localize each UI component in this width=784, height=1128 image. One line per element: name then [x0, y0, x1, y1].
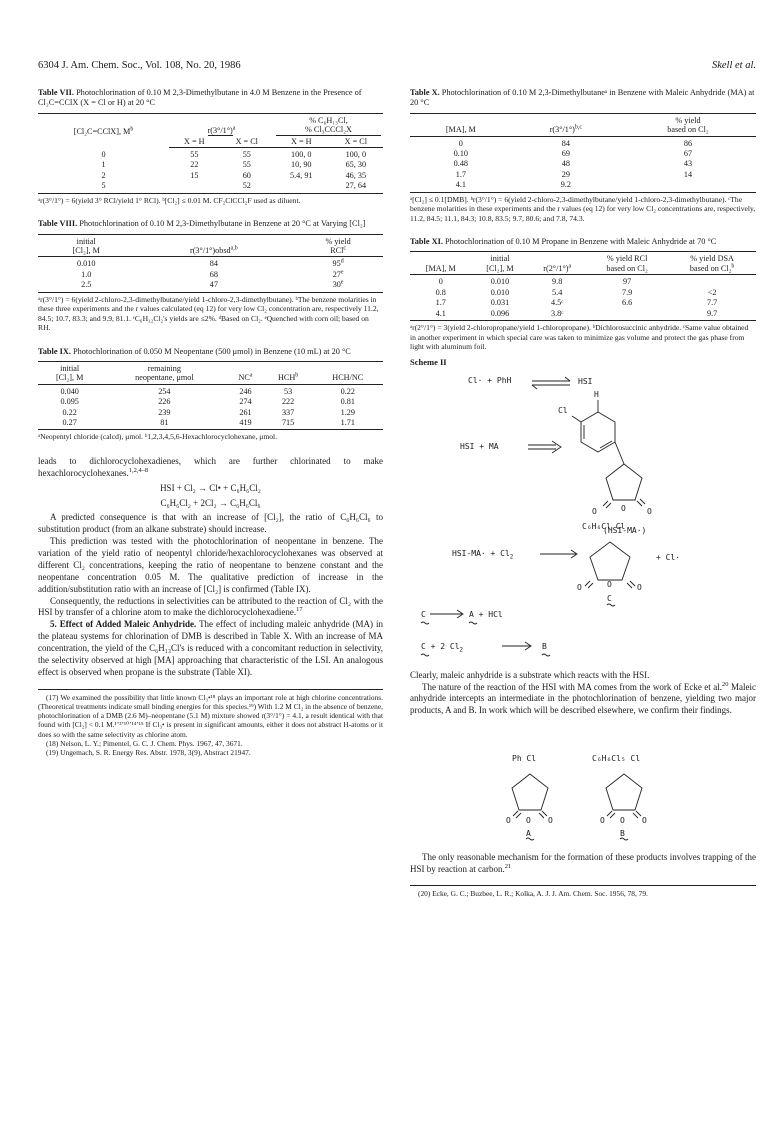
o-atom: O: [621, 503, 626, 513]
paragraph: A predicted consequence is that with an increase of [Cl₂], the ratio of C₆H₆Cl₆ to substitution product (from an alkane substrate) should increase.: [38, 512, 383, 535]
t7-subhead: X = H: [169, 136, 220, 147]
paragraph: This prediction was tested with the photochlorination of neopentane in benzene. The variation of the yield ratio of neopentyl chloride/hexachlorocyclohexanes was observed at different Cl₂ concentrations, keeping the ratio of neopentane to benzene constant and the neopentane concentration 0.05 M. The qualitative prediction of increase in the addition/substitution ratio with an increase of [Cl₂] is confirmed (Table IX).: [38, 536, 383, 594]
scheme-title: Scheme II: [410, 357, 447, 368]
scheme-eq1-left: Cl· + PhH: [468, 375, 512, 385]
table-ix-caption: Table IX. Photochlorination of 0.050 M Neopentane (500 μmol) in Benzene (10 mL) at 20 °C: [38, 346, 351, 356]
t7-head-yield-1: % C₆H₁₃Cl,: [309, 115, 348, 125]
products-drawing: [410, 752, 756, 844]
left-footnotes: [38, 693, 383, 758]
t7-subhead: X = Cl: [329, 136, 383, 147]
o-atom: O: [526, 815, 531, 825]
table-row: 2.5 47 30e: [38, 280, 383, 292]
right-body-text-end: [410, 852, 756, 876]
table-viii: [38, 219, 383, 332]
struct-a-substituents: Ph Cl: [512, 753, 537, 763]
right-footnotes: [410, 889, 756, 898]
table-row: 0 84 86: [458, 138, 693, 148]
t8-head-c1: initial: [76, 236, 96, 246]
footnote: (19) Ungemach, S. R. Energy Res. Abstr. 1978, 3(9), Abstract 21947.: [46, 748, 251, 758]
equation: HSI + Cl₂ → Cl• + C₆H₆Cl₂: [160, 482, 261, 493]
table-x-caption: Table X. Photochlorination of 0.10 M 2,3-Dimethylbutaneᵃ in Benzene with Maleic Anhydride (MA) at 20 °C: [410, 88, 755, 108]
o-atom: O: [506, 815, 511, 825]
o-atom: O: [620, 815, 625, 825]
scheme-eq5-left: C + 2 $Cl_2$: [421, 641, 463, 654]
struct-b-substituents: C₆H₆Cl₅ Cl: [592, 753, 641, 763]
scheme-eq4-left: C: [421, 609, 426, 619]
table-row: 1.0 68 27e: [81, 269, 344, 279]
section-heading: 5. Effect of Added Maleic Anhydride.: [50, 619, 197, 630]
left-body-text: [38, 456, 383, 679]
left-column: [38, 88, 383, 757]
author-header: Skell et al.: [711, 60, 756, 71]
table-x: [410, 88, 756, 223]
table-vii-caption: Table VII. Photochlorination of 0.10 M 2,3-Dimethylbutane in 4.0 M Benzene in the Presence of Cl₂C=CClX (X = Cl or H) at 20 °C: [38, 88, 362, 108]
table-x-grid: [MA], M $r(3^\circ/1^\circ)^{b,c}$ % yield based on Cl₂ 0 84 86 0.10 69 67 0.48 48 43 1.7 29 14 4.1 9.2: [410, 113, 756, 193]
scheme-eq1-right: HSI: [578, 376, 593, 386]
table-ix-grid: initial [Cl₂], M remaining neopentane, μmol $NC^a$ HCH$^b$ HCH/NC 0.040 254 246 53 0.22 0.095 226 274 222 0.81 0.22 239 261 337 1.29 0.27 81 419 715 1.71: [38, 361, 383, 431]
t7-subhead: X = Cl: [220, 136, 274, 147]
t7-head-ratio: r(3°/1°): [207, 126, 233, 136]
table-vii-grid: [Cl₂C=CClX], $M^b$ $r(3^\circ/1^\circ)^a$ % C₆H₁₃Cl, % Cl₃CCCl₂X X = H X = Cl X = H X = Cl 0 55 55 100, 0 100, 0 1 22 55 10, 90 65, 30 2 15 60 5.4, 91 46, 35 5 52 27, 64: [38, 113, 383, 194]
table-row: 0 0.010 9.8 97: [438, 277, 632, 287]
scheme-eq3-top: C₆H₆Cl Cl: [582, 521, 626, 531]
table-xi-note: ᵃr(2°/1°) = 3(yield 2-chloropropane/yield 1-chloropropane). ᵇDichlorosuccinic anhydride. ᶜSame value obtained in another experiment in which special care was taken to minimize gas volume and protect the gas phase from light with aluminum foil.: [410, 323, 749, 351]
paragraph: The nature of the reaction of the HSI with MA comes from the work of Ecke et al.$^{20}$ Maleic anhydride intercepts an intermediate in the photochlorination of benzene, yielding two major products, A and B. In work which will be described elsewhere, we confirm their findings.: [410, 680, 756, 716]
table-row: 0.010 84 95$^d$: [77, 258, 344, 269]
table-ix: [38, 347, 383, 442]
o-atom: O: [607, 579, 612, 589]
scheme-eq3-right: + Cl·: [656, 552, 681, 562]
table-ix-note: ᵃNeopentyl chloride (calcd), μmol. ᵇ1,2,3,4,5,6-Hexachlorocyclohexane, μmol.: [38, 432, 278, 442]
o-atom: O: [642, 815, 647, 825]
scheme-eq2-left: HSI + MA: [460, 441, 499, 451]
table-row: 1 22 55 10, 90 65, 30: [101, 160, 367, 170]
footnote: (17) We examined the possibility that little known Cl₃•¹⁸ plays an important role at high chlorine concentrations. (Theoretical treatments indicate small binding energies for this species.¹⁹) With 1.2 M Cl₂ in the absence of benzene, photochlorination of a DMB (2.6 M)–neopentane (5.1 M) mixture showed r(3°/1°) = 4.1, a result identical with that found with [Cl₂] < 0.1 M.¹ʼ³ʼ¹⁰ʼ¹⁴ʼ¹⁵ If Cl₃• is present in significant amounts, either it does not abstract H-atoms or it does so with the same selectivity as chlorine atom.: [38, 692, 383, 739]
right-body-text: [410, 670, 756, 718]
table-row: 0.8 0.010 5.4 7.9 <2: [435, 287, 717, 297]
o-atom: O: [592, 506, 597, 516]
o-atom: O: [548, 815, 553, 825]
table-row: 2 15 60 5.4, 91 46, 35: [101, 170, 367, 180]
struct-b-label: B: [620, 828, 625, 838]
o-atom: O: [577, 582, 582, 592]
table-vii: [38, 88, 383, 205]
paragraph: Consequently, the reductions in selectivities can be attributed to the reaction of Cl₂ with the HSI by transfer of a chlorine atom to make the dichlorocyclohexadiene.$^{17}$: [38, 595, 383, 618]
equation: C₆H₆Cl₂ + 2Cl₂ → C₆H₆Cl₆: [160, 497, 261, 508]
table-viii-caption: Table VIII. Photochlorination of 0.10 M 2,3-Dimethylbutane in Benzene at 20 °C at Varying [Cl₂]: [38, 219, 366, 229]
scheme-eq5-right: B: [542, 641, 547, 651]
table-xi-grid: [MA], M initial [Cl₂], M $r(2^\circ/1^\circ)^a$ % yield RCl based on Cl₂ % yield DSA based on Cl₂$^b$ 0 0.010 9.8 97 0.8 0.010 5.4 7.9 <2 1.7 0.031 4.5ᶜ 6.6 7.7 4.1 0.096 3.8ᶜ 9.7: [410, 251, 756, 321]
cl-atom: Cl: [558, 405, 568, 415]
footnote: (20) Ecke, G. C.; Buzbee, L. R.; Kolka, A. J. J. Am. Chem. Soc. 1956, 78, 79.: [418, 889, 648, 899]
table-viii-grid: initial [Cl₂], M r(3°/1°)obsd$^{a,b}$ % yield RCl$^c$ 0.010 84 95$^d$ 1.0 68 27e 2.5 47 30e: [38, 234, 383, 293]
table-viii-note: ᵃr(3°/1°) = 6(yield 2-chloro-2,3-dimethylbutane/yield 1-chloro-2,3-dimethylbutane). ᵇThe benzene molarities in these three experiments and the r values calculated (eq 12) for very low Cl₂ concentration are, respectively 11.2, 84.5; 10.7, 83.3; and 9.9, 81.1. ᶜC₆H₁₂Cl₂'s yields are ≤2%. ᵈBased on Cl₂. ᵉQuenched with corn oil; based on RH.: [38, 294, 379, 333]
t8-head-c3: % yield: [325, 236, 351, 246]
scheme-ii: [410, 372, 756, 744]
struct-a-label: A: [526, 828, 531, 838]
t8-head-c2: r(3°/1°)obsd: [189, 245, 231, 255]
footnote: (18) Nelson, L. Y.; Pimentel, G. C. J. Chem. Phys. 1967, 47, 3671.: [46, 738, 243, 748]
t7-head-yield-2: % Cl₃CCCl₂X: [276, 125, 381, 135]
footnote-rule: [410, 885, 756, 886]
o-atom: O: [600, 815, 605, 825]
paragraph: 5. Effect of Added Maleic Anhydride. The effect of including maleic anhydride (MA) in the plateau systems for chlorination of DMB is described in Table X. With an increase of MA concentration, the yield of the C₆H₁₃Cl's is reduced with a concomitant reduction in selectivity, the selectivity observed at high [MA] approaching that characteristic of the LSI. An analogous effect is observed when propane is the substrate (Table XI).: [38, 619, 383, 677]
table-vii-note: ᵃr(3°/1°) = 6(yield 3° RCl/yield 1° RCl). ᵇ[Cl₂] ≤ 0.01 M. CF₂ClCCl₂F used as diluent.: [38, 195, 301, 205]
o-atom: O: [637, 582, 642, 592]
footnote-rule: [38, 689, 383, 690]
table-row: 1.7 29 14: [455, 169, 693, 179]
journal-citation: 6304 J. Am. Chem. Soc., Vol. 108, No. 20, 1986: [38, 60, 241, 71]
t7-subhead: X = H: [274, 136, 329, 147]
paragraph: leads to dichlorocyclohexadienes, which are further chlorinated to make hexachlorocyclohexanes.$^{1,2,4-8}$: [38, 455, 383, 478]
paragraph: Clearly, maleic anhydride is a substrate which reacts with the HSI.: [410, 669, 650, 680]
table-row: 0.095 226 274 222 0.81: [60, 397, 355, 407]
table-row: 4.1 0.096 3.8ᶜ 9.7: [410, 308, 756, 320]
h-atom: H: [594, 389, 599, 399]
table-row: 1.7 0.031 4.5ᶜ 6.6 7.7: [435, 298, 718, 308]
table-row: 5 52 27, 64: [38, 181, 383, 193]
table-row: 0 55 55 100, 0 100, 0: [101, 149, 367, 159]
c-label: C: [607, 593, 612, 603]
t8-head-c1b: [Cl₂], M: [72, 245, 100, 255]
table-row: 0.040 254 246 53 0.22: [60, 386, 355, 396]
right-column: [410, 88, 756, 899]
products-figure: [410, 752, 756, 844]
table-row: 0.22 239 261 337 1.29: [62, 407, 355, 417]
table-xi-caption: Table XI. Photochlorination of 0.10 M Propane in Benzene with Maleic Anhydride at 70 °C: [410, 237, 717, 247]
table-row: 4.1 9.2: [410, 180, 756, 192]
paragraph: The only reasonable mechanism for the formation of these products involves trapping of the HSI by reaction at carbon.$^{21}$: [410, 851, 756, 874]
t7-head-conc: [Cl₂C=CClX], M: [73, 126, 131, 136]
scheme-eq3-left: $HSI-MA\cdot + Cl_2$: [452, 548, 514, 561]
adduct-label: (HSI-MA·): [603, 525, 647, 535]
o-atom: O: [647, 506, 652, 516]
table-x-note: ᵃ[Cl₂] ≤ 0.1[DMB]. ᵇr(3°/1°) = 6(yield 2-chloro-2,3-dimethylbutane/yield 1-chloro-2,3-dimethylbutane). ᶜThe benzene molarities in these experiments and the r values (eq 12) for very low Cl₂ concentrations are, respectively, 11.2, 84.5; 11.1, 84.3; 10.8, 83.5; 9.7, 80.6; and 7.8, 74.3.: [410, 194, 756, 223]
table-xi: [410, 237, 756, 351]
table-row: 0.10 69 67: [453, 148, 693, 158]
scheme-eq4-right: A + HCl: [469, 609, 503, 619]
table-row: 0.27 81 419 715 1.71: [38, 418, 383, 430]
table-row: 0.48 48 43: [453, 159, 693, 169]
